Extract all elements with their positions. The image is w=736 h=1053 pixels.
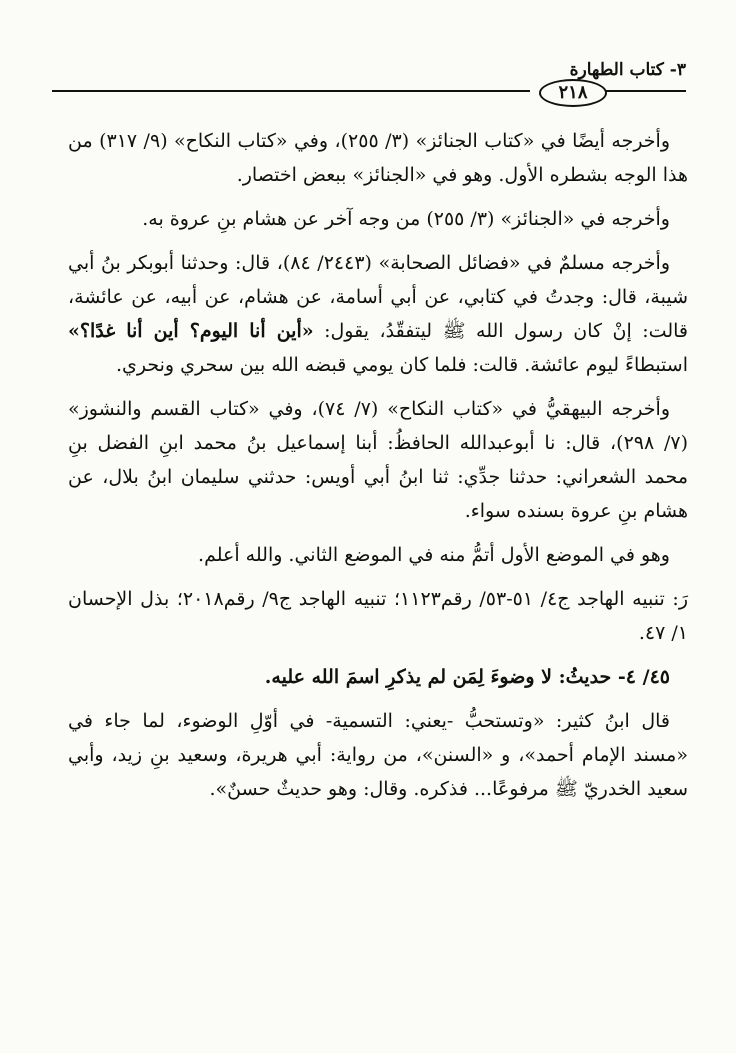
page-header bbox=[52, 58, 686, 102]
header-rule-left bbox=[52, 90, 530, 92]
references-line: رَ: تنبيه الهاجد ج٤/ ٥١-٥٣/ رقم١١٢٣؛ تنبيه الهاجد ج٩/ رقم٢٠١٨؛ بذل الإحسان ١/ ٤٧. bbox=[68, 588, 688, 644]
muslim-text-a: وأخرجه مسلمٌ في «فضائل الصحابة» (٢٤٤٣/ ٨٤)، قال: وحدثنا أبوبكر بنُ أبي شيبة، قال: وجدتُ في كتابي، عن أبي أسامة، عن هشام، عن أبيه، عن عائشة، قالت: إنْ كان رسول الله ﷺ ليتفقّدُ، يقول: bbox=[68, 252, 688, 342]
paragraph-janaiz-other-route: وأخرجه في «الجنائز» (٣/ ٢٥٥) من وجه آخر عن هشام بنِ عروة به. bbox=[142, 208, 670, 230]
muslim-text-b: استبطاءً ليوم عائشة. قالت: فلما كان يومي قبضه الله بين سحري ونحري. bbox=[115, 354, 688, 376]
muslim-quote: «أين أنا اليوم؟ أين أنا غدًا؟» bbox=[68, 320, 314, 342]
page-number: ٢١٨ bbox=[539, 79, 607, 107]
running-title: ٣- كتاب الطهارة bbox=[569, 60, 686, 80]
hadith-heading: ٤٥/ ٤- حديثُ: لا وضوءَ لِمَن لم يذكرِ اسمَ الله عليه. bbox=[264, 666, 670, 688]
paragraph-ibn-kathir: قال ابنُ كثير: «وتستحبُّ -يعني: التسمية- في أوّلِ الوضوء، لما جاء في «مسند الإمام أحمد»، و «السنن»، من رواية: أبي هريرة، وسعيد بنِ زيد، وأبي سعيد الخدريّ ﷺ مرفوعًا... فذكره. وقال: وهو حديثٌ حسنٌ». bbox=[68, 710, 688, 800]
header-rule-right bbox=[604, 90, 686, 92]
paragraph-bayhaqi: وأخرجه البيهقيُّ في «كتاب النكاح» (٧/ ٧٤)، وفي «كتاب القسم والنشوز» (٧/ ٢٩٨)، قال: نا أبوعبدالله الحافظُ: أبنا إسماعيل بنُ محمد ابنِ الفضل بنِ محمد الشعراني: حدثنا جدِّي: ثنا ابنُ أبي أويس: حدثني سليمان ابنُ بلال، عن هشام بنِ عروة بسنده سواء. bbox=[68, 398, 688, 522]
paragraph-muslim bbox=[68, 246, 688, 382]
paragraph-conclusion: وهو في الموضع الأول أتمُّ منه في الموضع الثاني. والله أعلم. bbox=[198, 544, 670, 566]
paragraph-bukhari-janaiz: وأخرجه أيضًا في «كتاب الجنائز» (٣/ ٢٥٥)، وفي «كتاب النكاح» (٩/ ٣١٧) من هذا الوجه بشطره الأول. وهو في «الجنائز» ببعض اختصار. bbox=[68, 130, 688, 186]
page-body bbox=[68, 124, 688, 806]
